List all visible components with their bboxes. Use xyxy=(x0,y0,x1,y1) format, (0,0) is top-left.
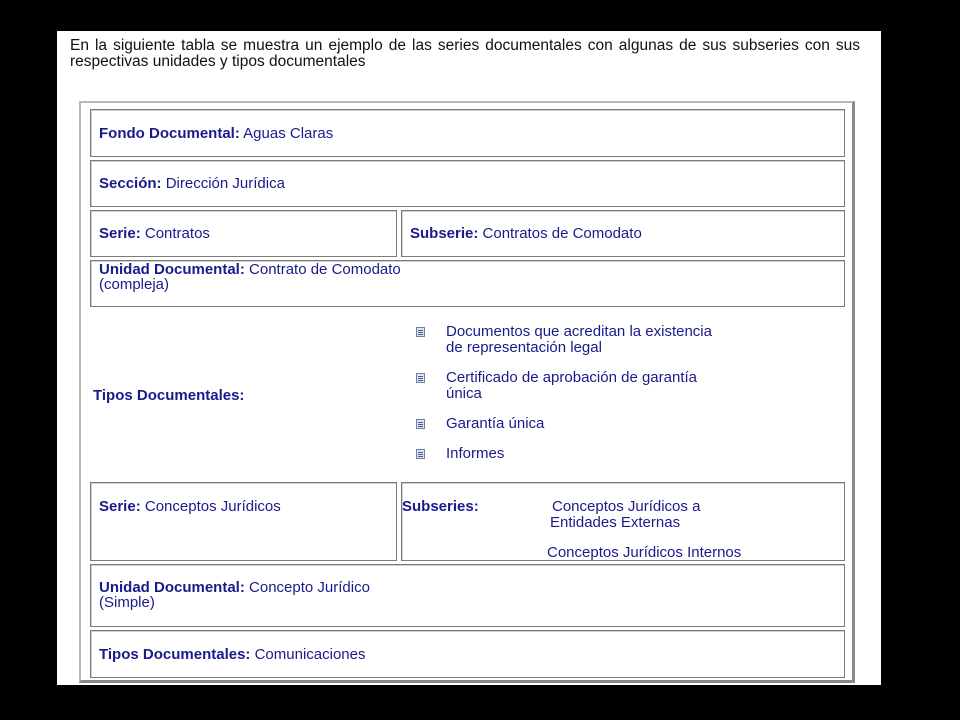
intro-paragraph: En la siguiente tabla se muestra un ejemplo de las series documentales con algunas de sus subseries con sus respectivas unidades y tipos documentales xyxy=(70,37,860,70)
fondo-row xyxy=(90,109,845,157)
serie1-cell xyxy=(90,210,397,257)
subserie2-value-3: Conceptos Jurídicos Internos xyxy=(547,544,742,561)
tipos2-label: Tipos Documentales: xyxy=(99,646,251,663)
tipos2-value: Comunicaciones xyxy=(254,646,366,663)
tipos2-row xyxy=(90,630,845,678)
seccion-value: Dirección Jurídica xyxy=(165,175,285,192)
unidad2-note: (Simple) xyxy=(99,594,155,611)
unidad2-row xyxy=(90,564,845,627)
document-bullet-icon xyxy=(416,449,425,459)
document-bullet-icon xyxy=(416,373,425,383)
unidad1-note: (compleja) xyxy=(99,276,170,293)
series-table xyxy=(79,101,855,683)
serie2-cell xyxy=(90,482,397,561)
document-bullet-icon xyxy=(416,327,425,337)
list-item: Certificado de aprobación de garantía única xyxy=(414,370,844,402)
tipos1-label: Tipos Documentales: xyxy=(93,387,245,404)
subserie2-cell xyxy=(401,482,845,561)
unidad1-value: Contrato de Comodato xyxy=(249,261,401,278)
list-item: Documentos que acreditan la existencia de representación legal xyxy=(414,324,844,356)
document-bullet-icon xyxy=(416,419,425,429)
serie1-value: Contratos xyxy=(144,225,210,242)
list-item: Informes xyxy=(414,446,844,462)
fondo-value: Aguas Claras xyxy=(243,125,334,142)
serie1-label: Serie: xyxy=(99,225,141,242)
fondo-label: Fondo Documental: xyxy=(99,125,240,142)
subserie1-label: Subserie: xyxy=(410,225,479,242)
serie2-label: Serie: xyxy=(99,498,141,515)
seccion-label: Sección: xyxy=(99,175,162,192)
subserie2-value-2: Entidades Externas xyxy=(550,514,681,531)
subserie2-value-1: Conceptos Jurídicos a xyxy=(552,498,701,515)
serie2-value: Conceptos Jurídicos xyxy=(144,498,281,515)
unidad2-value: Concepto Jurídico xyxy=(249,579,370,596)
list-item: Garantía única xyxy=(414,416,844,432)
unidad2-label: Unidad Documental: xyxy=(99,579,245,596)
seccion-row xyxy=(90,160,845,207)
unidad1-label: Unidad Documental: xyxy=(99,261,245,278)
subserie2-label: Subseries: xyxy=(402,498,479,515)
subserie1-cell xyxy=(401,210,845,257)
subserie1-value: Contratos de Comodato xyxy=(482,225,642,242)
tipos1-list xyxy=(414,324,844,476)
document-page xyxy=(57,31,881,685)
unidad1-row xyxy=(90,260,845,307)
